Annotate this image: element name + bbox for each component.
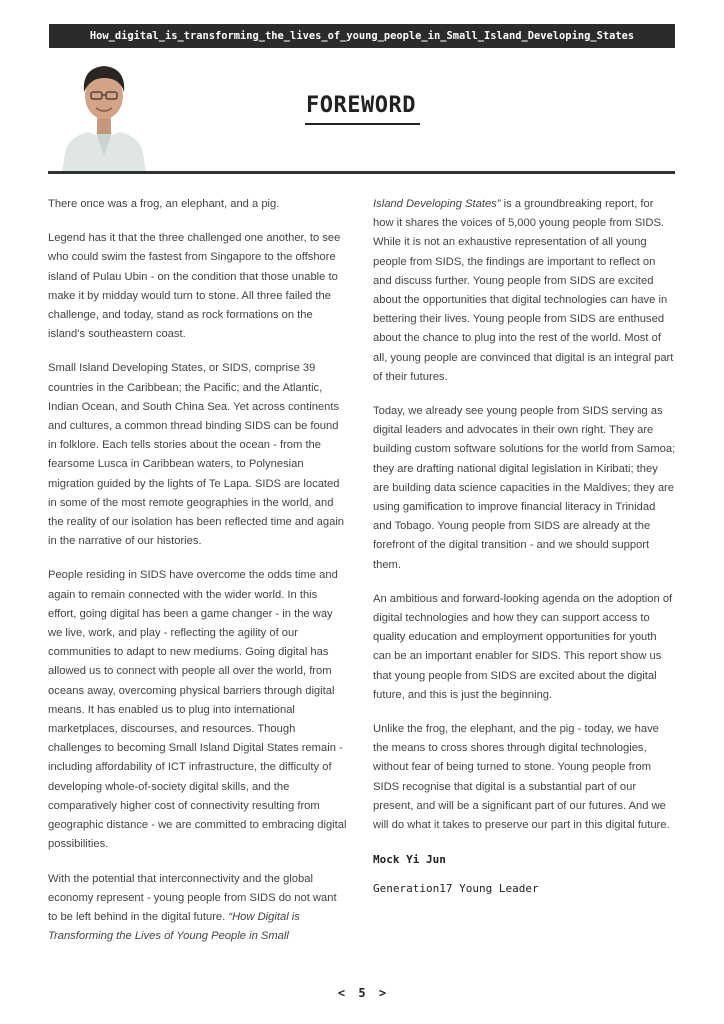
paragraph: There once was a frog, an elephant, and a pig. — [48, 198, 280, 210]
report-title-italic: “How Digital is Transforming the Lives of Young People in Small — [48, 910, 300, 943]
signature-role: Generation17 Young Leader — [373, 881, 539, 895]
signature-name: Mock Yi Jun — [373, 853, 446, 867]
right-text-column — [373, 195, 677, 898]
left-text-column — [48, 195, 348, 961]
pagination — [0, 986, 724, 1000]
title-underline — [305, 123, 420, 125]
page-title: FOREWORD — [306, 93, 416, 118]
paragraph: People residing in SIDS have overcome the odds time and again to remain connected with the wider world. In this effort, going digital has been a game changer - in the way we live, work, and play - reflecting the agility of our communities to adapt to new mediums. Going digital has allowed us to connect with people all over the world, from oceans away, overcoming physical barriers through digital means. It has enabled us to plug into international marketplaces, discourses, and resources. Though challenges to becoming Small Island Digital States remain - including affordability of ICT infrastructure, the difficulty of developing whole-of-society digital skills, and the comparatively higher cost of connectivity resulting from geographic distance - we are committed to embracing digital possibilities. — [48, 569, 347, 851]
paragraph-text: With the potential that interconnectivity and the global economy represent - young people from SIDS do not want to be left behind in the digital future. — [48, 872, 337, 923]
page-number: 5 — [358, 986, 366, 1000]
document-header-bar — [49, 24, 675, 48]
author-portrait — [56, 56, 152, 172]
paragraph: Unlike the frog, the elephant, and the pig - today, we have the means to cross shores through digital technologies, without fear of being turned to stone. Young people from SIDS recognise that digital is a substantial part of our present, and will be a significant part of our futures. And we will do what it takes to preserve our part in this digital future. — [373, 723, 670, 832]
paragraph: An ambitious and forward-looking agenda on the adoption of digital technologies and how they can support access to quality education and employment opportunities for youth can be an important enabler for SIDS. This report show us that young people from SIDS are excited about the digital future, and this is just the beginning. — [373, 592, 673, 701]
paragraph — [373, 195, 677, 387]
paragraph: Legend has it that the three challenged one another, to see who could swim the fastest from Singapore to the offshore island of Pulau Ubin - on the condition that those unable to make it by midday would turn to stone. All three failed the challenge, and today, stand as rock formations on the island's southeastern coast. — [48, 232, 341, 341]
report-title-italic: Island Developing States” — [373, 198, 501, 210]
paragraph: Small Island Developing States, or SIDS, comprise 39 countries in the Caribbean; the Pacific; and the Atlantic, Indian Ocean, and South China Sea. Yet across continents and cultures, a common thread binding SIDS can be found in folklore. Each tells stories about the ocean - from the fearsome Lusca in Caribbean waters, to Polynesian migration guided by the lights of Te Lapa. SIDS are located in some of the most remote geographies in the world, and the reality of our isolation has been reflected time and again in the narrative of our histories. — [48, 362, 345, 548]
next-page-icon[interactable]: > — [378, 986, 387, 1000]
paragraph: Today, we already see young people from SIDS serving as digital leaders and advocates in their own right. They are building custom software solutions for the world from Samoa; they are drafting national digital legislation in Kiribati; they are building data science capacities in the Maldives; they are using gamification to improve financial literacy in Trinidad and Tobago. Young people from SIDS are already at the forefront of the digital transition - and we should support them. — [373, 405, 676, 571]
section-divider — [48, 171, 675, 174]
document-header-title: How_digital_is_transforming_the_lives_of_young_people_in_Small_Island_Developing_States — [89, 30, 635, 42]
paragraph — [48, 870, 348, 947]
previous-page-icon[interactable]: < — [337, 986, 346, 1000]
paragraph-text: is a groundbreaking report, for how it shares the voices of 5,000 young people from SIDS. While it is not an exhaustive representation of all young people from SIDS, the findings are important to reflect on and discuss further. Young people from SIDS are excited about the opportunities that digital technologies can have in bettering their lives. Young people from SIDS are enthused about the chance to plug into the rest of the world. Most of all, young people are convinced that digital is an integral part of their futures. — [373, 198, 674, 383]
